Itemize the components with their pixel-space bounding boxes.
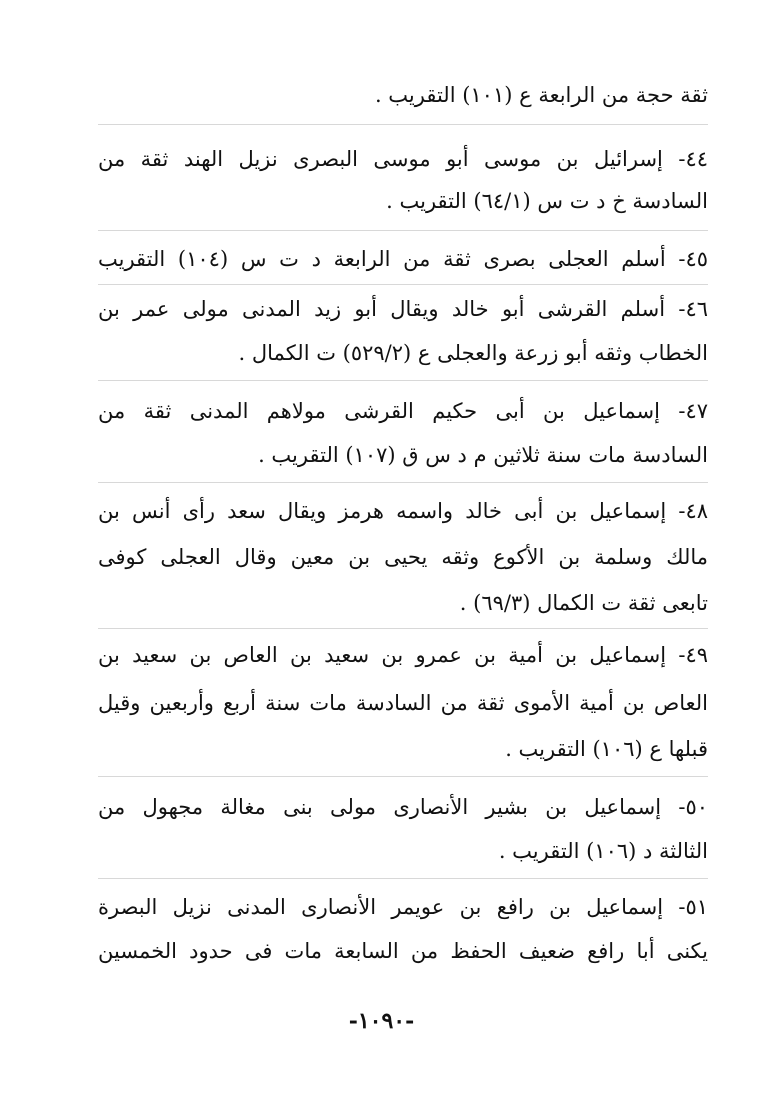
text-line: ٥١- إسماعيل بن رافع بن عويمر الأنصارى المدنى نزيل البصرة bbox=[98, 895, 708, 919]
entry-divider bbox=[98, 628, 708, 629]
text-line: ٤٥- أسلم العجلى بصرى ثقة من الرابعة د ت س (١٠٤) التقريب bbox=[98, 247, 708, 271]
text-line: قبلها ع (١٠٦) التقريب . bbox=[505, 737, 708, 761]
entry-divider bbox=[98, 380, 708, 381]
entry-divider bbox=[98, 776, 708, 777]
text-line: الثالثة د (١٠٦) التقريب . bbox=[498, 839, 708, 863]
text-line: ٥٠- إسماعيل بن بشير الأنصارى مولى بنى مغالة مجهول من bbox=[98, 795, 708, 819]
entry-divider bbox=[98, 124, 708, 125]
text-line: ٤٨- إسماعيل بن أبى خالد واسمه هرمز ويقال سعد رأى أنس بن bbox=[98, 499, 708, 523]
entry-divider bbox=[98, 878, 708, 879]
text-line: ثقة حجة من الرابعة ع (١٠١) التقريب . bbox=[374, 83, 708, 107]
text-line: مالك وسلمة بن الأكوع وثقه يحيى بن معين وقال العجلى كوفى bbox=[98, 545, 708, 569]
text-line: تابعى ثقة ت الكمال (٦٩/٣) . bbox=[459, 591, 708, 615]
text-line: السادسة مات سنة ثلاثين م د س ق (١٠٧) التقريب . bbox=[258, 443, 708, 467]
text-line: ٤٩- إسماعيل بن أمية بن عمرو بن سعيد بن العاص بن سعيد بن bbox=[98, 643, 708, 667]
entry-divider bbox=[98, 230, 708, 231]
text-line: السادسة خ د ت س (٦٤/١) التقريب . bbox=[386, 189, 708, 213]
text-line: الخطاب وثقه أبو زرعة والعجلى ع (٥٢٩/٢) ت الكمال . bbox=[238, 341, 708, 365]
text-line: ٤٦- أسلم القرشى أبو خالد ويقال أبو زيد المدنى مولى عمر بن bbox=[98, 297, 708, 321]
text-line: ٤٤- إسرائيل بن موسى أبو موسى البصرى نزيل الهند ثقة من bbox=[98, 147, 708, 171]
text-line: يكنى أبا رافع ضعيف الحفظ من السابعة مات فى حدود الخمسين bbox=[98, 939, 708, 963]
text-line: العاص بن أمية الأموى ثقة من السادسة مات سنة أربع وأربعين وقيل bbox=[98, 691, 708, 715]
text-line: ٤٧- إسماعيل بن أبى حكيم القرشى مولاهم المدنى ثقة من bbox=[98, 399, 708, 423]
entry-divider bbox=[98, 482, 708, 483]
page-number: -١٠٩٠- bbox=[348, 1008, 415, 1034]
